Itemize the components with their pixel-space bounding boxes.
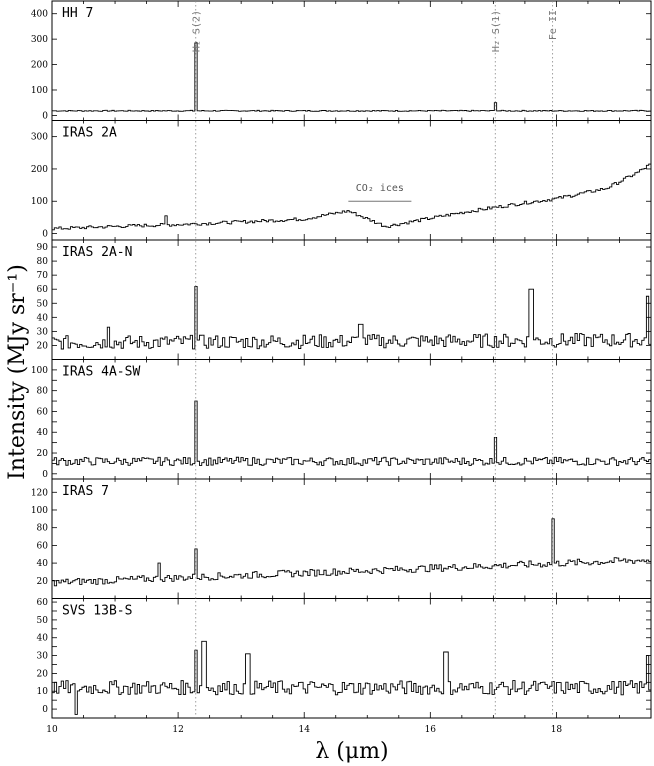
x-tick-label: 14	[298, 725, 310, 735]
panel-label: IRAS 4A-SW	[62, 364, 141, 380]
y-tick-label: 20	[36, 341, 48, 352]
panel-frame	[52, 121, 651, 241]
y-tick-label: 100	[30, 197, 48, 208]
y-tick-label: 80	[36, 523, 48, 534]
y-tick-label: 50	[36, 299, 48, 310]
spectrum-iras-4a-sw	[52, 401, 651, 465]
panel-4	[31, 479, 651, 599]
panel-frame	[52, 479, 651, 599]
spectrum-iras-2a	[52, 164, 651, 230]
y-tick-label: 100	[30, 85, 48, 96]
y-tick-label: 0	[42, 469, 48, 480]
spectrum-iras-2a-n	[52, 286, 651, 349]
spectrum-iras-7	[52, 519, 651, 586]
spectrum-hh-7	[52, 43, 651, 111]
y-tick-label: 20	[36, 669, 48, 680]
x-tick-label: 12	[172, 725, 184, 735]
x-tick-label: 18	[550, 725, 563, 735]
y-tick-label: 100	[30, 365, 48, 376]
y-tick-label: 60	[36, 407, 48, 418]
y-tick-label: 40	[36, 559, 48, 570]
line-marker-label: H₂ S(2)	[191, 10, 203, 53]
y-tick-label: 400	[30, 9, 48, 20]
panel-label: HH 7	[62, 6, 94, 21]
y-tick-label: 40	[36, 633, 48, 644]
y-tick-label: 60	[36, 541, 48, 552]
panel-label: IRAS 7	[62, 484, 109, 499]
y-tick-label: 20	[36, 576, 48, 587]
y-tick-label: 100	[30, 505, 48, 516]
y-tick-label: 30	[36, 327, 48, 338]
y-tick-label: 0	[42, 229, 48, 240]
x-axis-title: λ (μm)	[315, 739, 389, 764]
panel-label: IRAS 2A	[62, 125, 117, 141]
spectrum-svs-13b-s	[52, 641, 651, 714]
y-tick-label: 200	[30, 164, 48, 175]
y-axis-title: Intensity (MJy sr⁻¹)	[5, 264, 30, 480]
y-tick-label: 300	[30, 35, 48, 46]
y-tick-label: 40	[36, 313, 48, 324]
panels-layer	[31, 1, 651, 718]
panel-5	[37, 598, 651, 718]
y-tick-label: 60	[36, 285, 48, 296]
line-marker-label: H₂ S(1)	[490, 10, 502, 53]
panel-2	[37, 240, 651, 360]
panel-1	[31, 121, 651, 241]
x-tick-label: 16	[424, 725, 437, 735]
co2-ices-label: CO₂ ices	[355, 183, 404, 195]
y-tick-label: 80	[36, 257, 48, 268]
y-tick-label: 40	[36, 428, 48, 439]
panel-label: IRAS 2A-N	[62, 245, 133, 260]
y-tick-label: 90	[36, 243, 48, 254]
y-tick-label: 200	[30, 60, 48, 71]
y-tick-label: 70	[36, 271, 48, 282]
y-tick-label: 50	[36, 615, 48, 626]
y-tick-label: 120	[30, 488, 48, 499]
y-tick-label: 300	[30, 132, 48, 143]
y-tick-label: 30	[36, 651, 48, 662]
panel-label: SVS 13B-S	[62, 603, 133, 619]
y-tick-label: 20	[36, 449, 48, 460]
y-tick-label: 0	[42, 705, 48, 716]
x-tick-label: 10	[46, 725, 58, 735]
y-tick-label: 10	[36, 687, 48, 698]
y-tick-label: 0	[42, 111, 48, 122]
y-tick-label: 80	[36, 386, 48, 397]
panel-frame	[52, 1, 651, 121]
panel-3	[31, 360, 651, 480]
line-marker-label: Fe II	[548, 10, 560, 41]
y-tick-label: 60	[36, 598, 48, 609]
panel-frame	[52, 599, 651, 719]
